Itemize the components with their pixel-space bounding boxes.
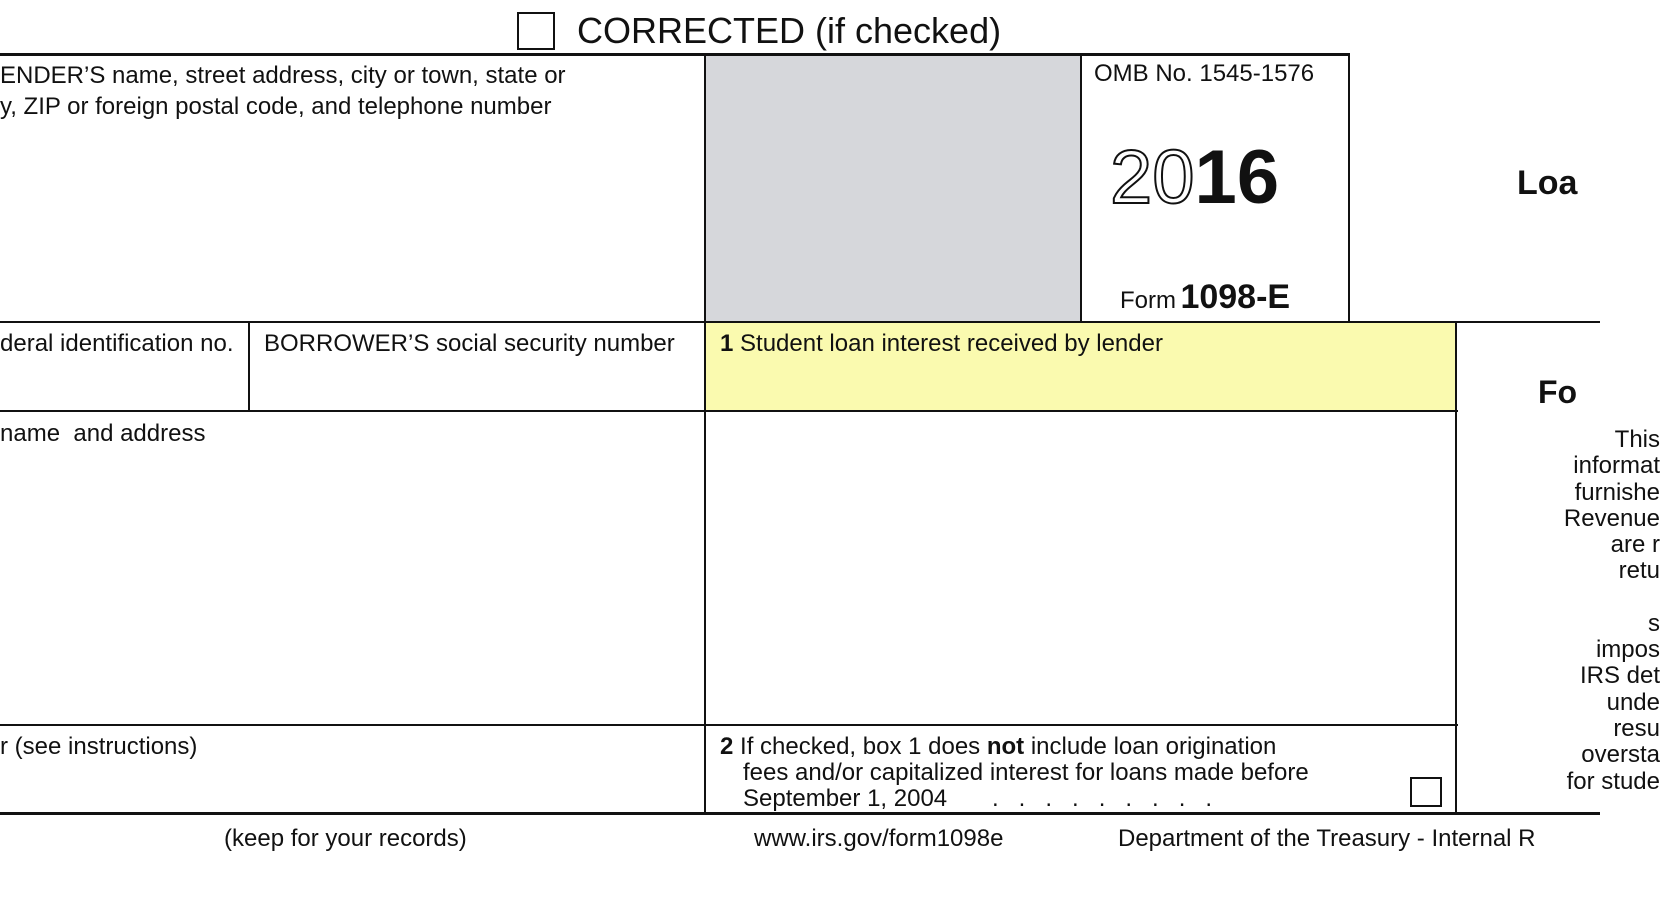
shaded-box bbox=[706, 55, 1081, 322]
box1-label bbox=[720, 331, 1163, 357]
copy-line: oversta bbox=[1581, 741, 1660, 769]
copy-line: resu bbox=[1613, 714, 1660, 742]
form-id bbox=[1120, 278, 1290, 317]
copy-line: s bbox=[1648, 609, 1660, 637]
lender-federal-id-label: deral identification no. bbox=[0, 330, 234, 357]
copy-line bbox=[1460, 585, 1660, 611]
footer-dept: Department of the Treasury - Internal R bbox=[1118, 825, 1536, 852]
copy-panel-text bbox=[1460, 427, 1660, 795]
copy-panel-heading: Fo bbox=[1538, 374, 1578, 410]
box2-line3: September 1, 2004 bbox=[743, 785, 948, 812]
box2-checkbox[interactable] bbox=[1410, 777, 1442, 807]
tax-year-outline: 20 bbox=[1110, 135, 1195, 220]
copy-line: informat bbox=[1573, 452, 1660, 480]
omb-number: OMB No. 1545-1576 bbox=[1094, 60, 1315, 87]
row-divider-3 bbox=[0, 724, 1458, 726]
copy-line: are r bbox=[1610, 531, 1660, 559]
box2-line1-pre: If checked, box 1 does bbox=[740, 733, 987, 760]
box1-number: 1 bbox=[720, 330, 734, 357]
copy-line: for stude bbox=[1566, 767, 1660, 795]
box2-leaders: . . . . . . . . . bbox=[992, 785, 1213, 812]
lender-label-line1: ENDER’S name, street address, city or town, state or bbox=[0, 62, 566, 89]
box2-line1-post: include loan origination bbox=[1024, 733, 1277, 760]
box2-number: 2 bbox=[720, 733, 734, 760]
copy-line: impos bbox=[1595, 636, 1660, 664]
copy-line: unde bbox=[1606, 688, 1660, 716]
vertical-divider-ids bbox=[248, 321, 250, 412]
top-border bbox=[0, 53, 1350, 56]
vertical-divider-main bbox=[704, 53, 706, 814]
account-number-label: r (see instructions) bbox=[0, 733, 198, 760]
vertical-divider-omb-right bbox=[1348, 53, 1350, 323]
box2-line1 bbox=[720, 734, 1276, 760]
bottom-border bbox=[0, 812, 1600, 815]
copy-line: This bbox=[1614, 426, 1660, 453]
borrower-ssn-label: BORROWER’S social security number bbox=[264, 330, 675, 357]
row-divider-2 bbox=[0, 410, 1458, 412]
footer-keep: (keep for your records) bbox=[224, 825, 467, 852]
side-title: Loa bbox=[1517, 164, 1578, 202]
copy-line: retu bbox=[1618, 557, 1660, 585]
vertical-divider-omb-left bbox=[1080, 53, 1082, 323]
borrower-ssn-field[interactable] bbox=[252, 360, 702, 408]
box2-line2: fees and/or capitalized interest for loans made before bbox=[743, 759, 1309, 786]
copy-line: IRS det bbox=[1579, 662, 1660, 690]
row-divider-1 bbox=[0, 321, 1600, 323]
lender-label-line2: y, ZIP or foreign postal code, and telephone number bbox=[0, 93, 552, 120]
form-number: 1098-E bbox=[1180, 278, 1291, 316]
corrected-checkbox[interactable] bbox=[517, 12, 555, 50]
box1-text: Student loan interest received by lender bbox=[740, 330, 1163, 357]
form-word: Form bbox=[1120, 287, 1176, 314]
box2-line1-bold: not bbox=[986, 733, 1025, 760]
vertical-divider-copy bbox=[1455, 321, 1457, 814]
tax-year-bold: 16 bbox=[1194, 135, 1280, 220]
tax-year bbox=[1110, 135, 1280, 220]
copy-line: furnishe bbox=[1574, 478, 1660, 506]
corrected-label: CORRECTED (if checked) bbox=[577, 10, 1002, 51]
borrower-name-address-label: name and address bbox=[0, 420, 206, 447]
borrower-name-address-field[interactable] bbox=[0, 450, 700, 720]
footer-url[interactable]: www.irs.gov/form1098e bbox=[754, 825, 1004, 852]
copy-line: Revenue bbox=[1563, 504, 1660, 532]
account-number-field[interactable] bbox=[0, 762, 700, 810]
lender-federal-id-field[interactable] bbox=[0, 360, 246, 408]
